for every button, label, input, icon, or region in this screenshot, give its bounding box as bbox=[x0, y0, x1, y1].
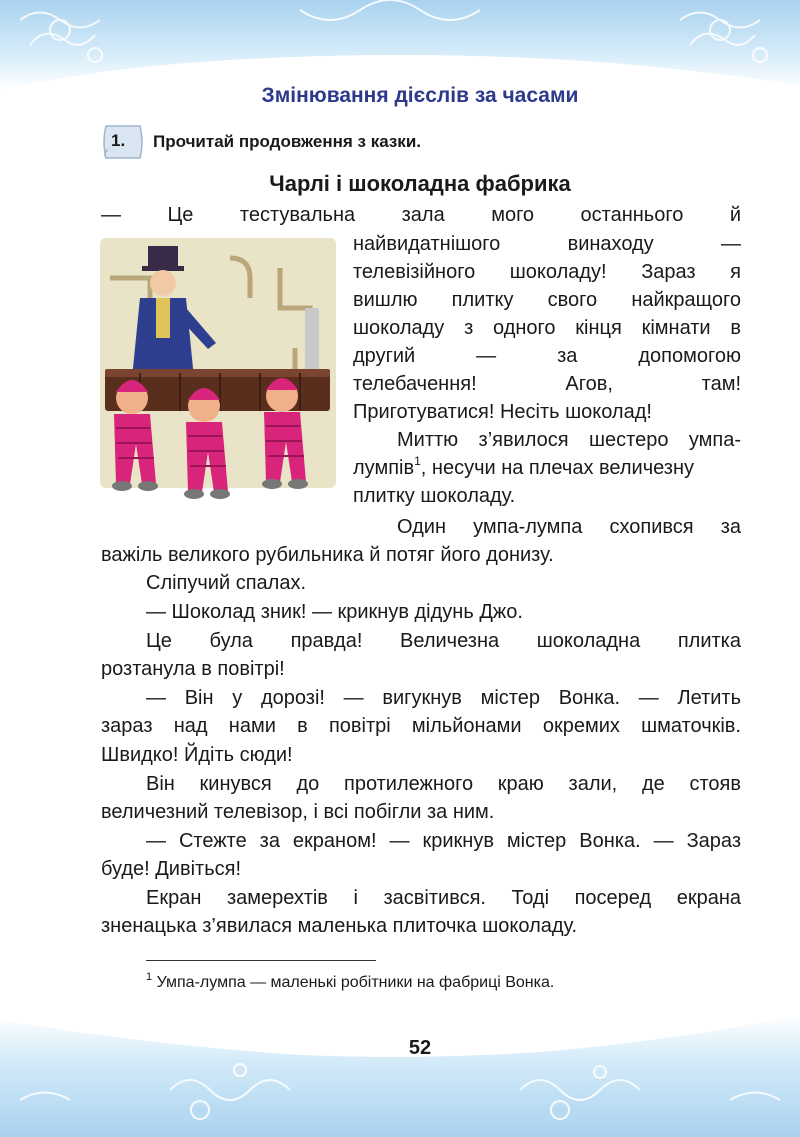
story-line: Екран замерехтів і засвітився. Тоді посеред екрана bbox=[146, 887, 741, 909]
story-line: Це була правда! Величезна шоколадна плитка bbox=[146, 630, 741, 652]
story-line: телевізійного шоколаду! Зараз я bbox=[353, 261, 741, 283]
story-line: плитку шоколаду. bbox=[353, 485, 516, 507]
task-number: 1. bbox=[111, 131, 126, 150]
story-line: буде! Дивіться! bbox=[101, 858, 242, 880]
story-line: другий — за допомогою bbox=[353, 345, 741, 367]
story-line: вишлю плитку свого найкращого bbox=[353, 289, 741, 311]
oompa-loompas-illustration bbox=[100, 238, 336, 528]
lesson-title: Змінювання дієслів за часами bbox=[261, 84, 579, 107]
story-line-part: , несучи на плечах величезну bbox=[420, 457, 695, 479]
footnote-marker: 1 bbox=[146, 971, 153, 983]
story-line: — Він у дорозі! — вигукнув містер Вонка. — Летить bbox=[146, 687, 741, 709]
story-line: Приготуватися! Несіть шоколад! bbox=[353, 401, 652, 423]
story-line: розтанула в повітрі! bbox=[101, 658, 285, 680]
story-title: Чарлі і шоколадна фабрика bbox=[269, 171, 571, 196]
story-line-part: лумпів bbox=[353, 457, 415, 479]
story-line: — Це тестувальна зала мого останнього й bbox=[101, 204, 741, 226]
story-line: Сліпучий спалах. bbox=[146, 572, 307, 594]
footnote bbox=[146, 971, 555, 992]
story-line: Один умпа-лумпа схопився за bbox=[397, 516, 741, 538]
story-line: величезний телевізор, і всі побігли за ним. bbox=[101, 801, 495, 823]
story-line: Швидко! Йдіть сюди! bbox=[101, 744, 293, 766]
story-line: — Шоколад зник! — крикнув дідунь Джо. bbox=[146, 601, 523, 623]
story-line: шоколаду з одного кінця кімнати в bbox=[353, 317, 741, 339]
story-line: найвидатнішого винаходу — bbox=[353, 233, 741, 255]
footnote-text: Умпа-лумпа — маленькі робітники на фабриці Вонка. bbox=[152, 974, 555, 991]
page-number: 52 bbox=[408, 1037, 432, 1059]
story-line-with-footnote bbox=[353, 456, 741, 480]
story-line: Він кинувся до протилежного краю зали, де стояв bbox=[146, 773, 741, 795]
story-line: зараз над нами в повітрі мільйонами окремих шматочків. bbox=[101, 715, 741, 737]
bottom-ornament-banner bbox=[0, 1000, 800, 1137]
story-line: — Стежте за екраном! — крикнув містер Вонка. — Зараз bbox=[146, 830, 741, 852]
story-line: важіль великого рубильника й потяг його донизу. bbox=[101, 544, 554, 566]
story-line: телебачення! Агов, там! bbox=[353, 373, 741, 395]
story-line: зненацька з’явилася маленька плиточка шоколаду. bbox=[101, 915, 578, 937]
footnote-divider bbox=[146, 960, 376, 961]
task-instruction: Прочитай продовження з казки. bbox=[153, 132, 421, 151]
footnote-reference: 1 bbox=[414, 454, 421, 468]
story-line: Миттю з’явилося шестеро умпа- bbox=[397, 429, 741, 451]
